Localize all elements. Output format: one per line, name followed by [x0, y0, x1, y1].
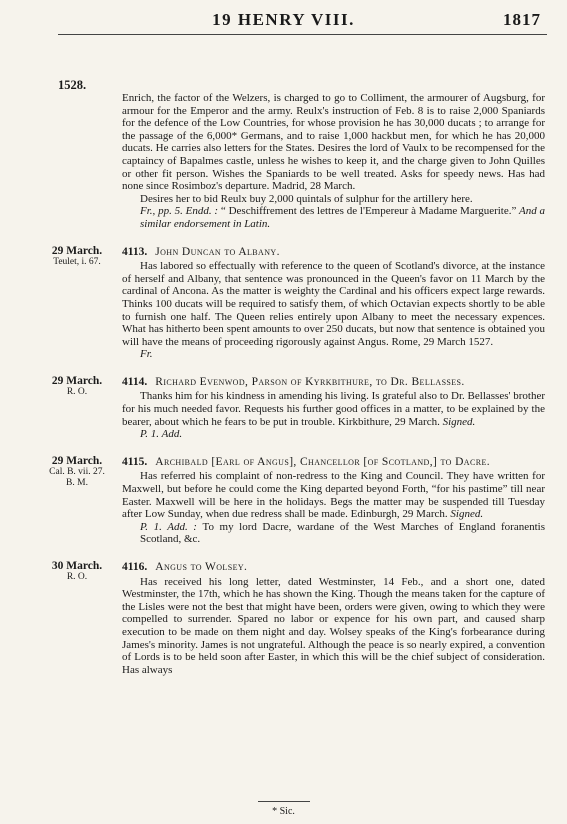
- note-quote: “ Deschiffrement des lettres de l'Empereur à Madame Marguerite.”: [220, 205, 517, 218]
- entry-date: 29 March.: [51, 244, 103, 257]
- margin-note: [38, 246, 116, 268]
- entry-title: John Duncan to Albany.: [155, 245, 280, 258]
- page-number: 1817: [503, 10, 541, 29]
- entry-title: Angus to Wolsey.: [155, 561, 248, 573]
- continuation-note: [122, 205, 545, 230]
- entry-number: 4115.: [122, 455, 148, 468]
- postscript: Desires her to bid Reulx buy 2,000 quintals of sulphur for the artillery here.: [140, 192, 473, 205]
- note-rest: To my lord Dacre, wardane of the West Marches of England foranentis Scotland, &c.: [140, 520, 545, 546]
- running-title: 19 HENRY VIII.: [212, 10, 355, 29]
- margin-note: [38, 456, 116, 489]
- page-header: [0, 10, 567, 36]
- entry-note: Fr.: [140, 348, 153, 361]
- entry-heading: [122, 561, 545, 574]
- source-ref: R. O.: [66, 386, 88, 397]
- note-lead: P. 1. Add. :: [140, 520, 197, 533]
- body-text: Has referred his complaint of non-redress to the King and Council. They have written for Maxwell, but before he could come the King departed beyond Forth, “for his pastime” till near Easter. Maxwell will be here in the holidays. Begs the matter may be suspended till Tuesday after Low Sunday, when due redress shall be made. Edinburgh, 29 March.: [122, 470, 545, 521]
- entry-4115: [49, 454, 545, 546]
- header-rule: [58, 34, 547, 35]
- main-text: [49, 92, 545, 676]
- entry-note: [122, 521, 545, 546]
- entry-number: 4116.: [122, 561, 148, 573]
- note-endd: Endd. :: [185, 205, 219, 218]
- signed-mark: Signed.: [450, 508, 484, 521]
- body-text: Thanks him for his kindness in amending his living. Is grateful also to Dr. Bellasses' brother for his much needed favor. Requests his further good offices in a matter, to be explained by the bearer, about which he fears to be put in trouble. Kirkbithure, 29 March.: [122, 390, 545, 428]
- margin-note: [38, 376, 116, 398]
- source-ref: B. M.: [66, 477, 88, 488]
- footnote-rule: [258, 801, 310, 802]
- entry-title: Richard Evenwod, Parson of Kyrkbithure, to Dr. Bellasses.: [155, 375, 465, 388]
- source-ref: R. O.: [66, 572, 88, 582]
- entry-4114: [51, 374, 545, 441]
- entry-number: 4114.: [122, 375, 148, 388]
- footnote: * Sic.: [272, 806, 295, 817]
- entry-date: 30 March.: [51, 560, 103, 572]
- entry-body: Has received his long letter, dated Westminster, 14 Feb., and a short one, dated Westminster, the 17th, which he has shown the King. Though the means taken for the capture of the Lisles were not the best that might have been, orders were given, owing to which they were compelled to surrender. Spared no labor or expence for his own part, and caused sharp execution to be made on them night and day. Wolsey speaks of the King's forbearance during James's minority. James is not ungrateful. Although the peace is so nearly expired, a convention of Lords is to be held soon after Easter, in which this will be the chief subject of consideration. Has always: [122, 575, 545, 676]
- entry-note: P. 1. Add.: [140, 428, 183, 441]
- entry-title: Archibald [Earl of Angus], Chancellor [of Scotland,] to Dacre.: [155, 455, 491, 468]
- continuation-text: Enrich, the factor of the Welzers, is charged to go to Colliment, the armourer of Augsburg, for armour for the Emperor and the army. Reulx's instruction of Feb. 8 is to raise 2,000 Spaniards for the defence of the Low Countries, for whose provision he has 30,000 ducats ; to arrange for the passage of the 6,000* Germans, and to raise 1,000 hackbut men, for which he has 20,000 ducats. He carries also letters for the States. Desires the lord of Vaulx to be recompensed for the captaincy of Bapalmes castle, unless he wishes to keep it, and the charge given to John Quilles or other fit person. Wishes the Spaniards to be well treated. Asks for speedy news. Has had none since Rosimboz's departure. Madrid, 28 March.: [122, 92, 545, 193]
- note-lead: Fr., pp. 5.: [140, 205, 183, 218]
- entry-body: [122, 390, 545, 428]
- entry-date: 29 March.: [51, 454, 103, 467]
- entry-heading: [122, 376, 545, 389]
- entry-number: 4113.: [122, 245, 148, 258]
- entry-heading: [122, 456, 545, 469]
- note-tail: And a similar endorsement in Latin.: [140, 205, 545, 230]
- entry-body: [122, 470, 545, 520]
- signed-mark: Signed.: [442, 415, 476, 428]
- source-ref: Cal. B. vii. 27.: [49, 466, 105, 477]
- entry-4116: [51, 560, 545, 676]
- entry-body: Has labored so effectually with reference to the queen of Scotland's divorce, at the instance of herself and Albany, that sentence was pronounced in the Queen's favor on 11 March by the cardinal of Ancona. As the matter is weighty the Cardinal and his officers expect large rewards. Thinks 100 ducats will be required to satisfy them, of which Octavian expects shortly to be able to furnish one half. The Queen relies entirely upon Albany to meet the necessary expences. What has hitherto been spent amounts to over 250 ducats, but now that sentence is obtained you will have the means of proceeding rigorously against Angus. Rome, 29 March 1527.: [122, 260, 545, 348]
- year-marker: 1528.: [58, 78, 87, 92]
- entry-heading: [122, 246, 545, 259]
- margin-note: [38, 561, 116, 583]
- entry-date: 29 March.: [51, 374, 103, 387]
- entry-4113: [51, 244, 545, 361]
- continuation-block: [122, 92, 545, 231]
- source-ref: Teulet, i. 67.: [53, 256, 101, 267]
